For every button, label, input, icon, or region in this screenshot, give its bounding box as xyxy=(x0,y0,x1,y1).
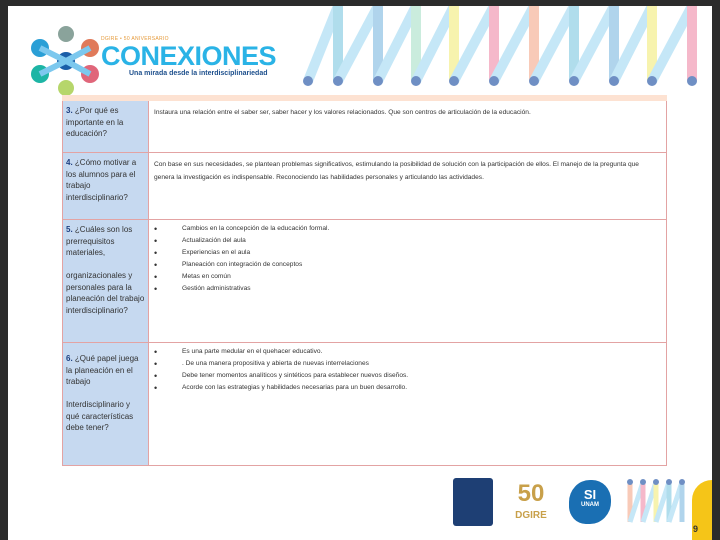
question-number: 6. xyxy=(66,354,73,363)
question-text: ¿Por qué es importante en la educación? xyxy=(66,106,124,138)
table-row xyxy=(62,343,667,466)
brand-title: CONEXIONES xyxy=(101,41,277,71)
answer-bullet: • Acorde con las estrategias y habilidades necesarias para un buen desarrollo. xyxy=(154,382,661,394)
answer-cell: Instaura una relación entre el saber ser, saber hacer y los valores relacionados. Que son centros de articulación de la educación. xyxy=(154,109,531,116)
answer-bullet: • Planeación con integración de conceptos xyxy=(154,259,661,271)
question-cell xyxy=(63,153,149,219)
question-text-continued: organizacionales y personales para la planeación del trabajo interdisciplinario? xyxy=(66,271,145,315)
dgire-logo xyxy=(507,478,555,526)
question-number: 3. xyxy=(66,106,73,115)
footer-logos xyxy=(453,474,695,529)
answer-bullet: • Actualización del aula xyxy=(154,235,661,247)
si-sub-label: UNAM xyxy=(581,501,599,508)
table-row xyxy=(62,153,667,220)
answer-bullet: • Debe tener momentos analíticos y sintéticos para establecer nuevos diseños. xyxy=(154,370,661,382)
answer-cell: Con base en sus necesidades, se plantean problemas significativos, estimulando la posibilidad de solución con la participación de ellos. El manejo de la pregunta que genera la investigación es indispensable. Reconociendo las habilidades personales y articulando las actividades. xyxy=(154,161,639,181)
answer-bullet: • Cambios en la concepción de la educación formal. xyxy=(154,223,661,235)
question-cell xyxy=(63,343,149,465)
table-row xyxy=(62,220,667,343)
unam-shield-icon xyxy=(453,478,493,526)
dgire-label: DGIRE xyxy=(515,509,547,521)
question-text-continued: Interdisciplinario y qué características debe tener? xyxy=(66,400,134,432)
brand xyxy=(101,36,276,77)
qa-table xyxy=(62,95,667,466)
answer-bullet: • Experiencias en el aula xyxy=(154,247,661,259)
dgire-number: 50 xyxy=(517,479,545,507)
question-number: 4. xyxy=(66,158,73,167)
question-text: ¿Qué papel juega la planeación en el trabajo xyxy=(66,354,139,386)
answer-bullet: • Gestión administrativas xyxy=(154,283,661,295)
question-cell xyxy=(63,220,149,342)
question-number: 5. xyxy=(66,225,73,234)
brand-kicker: DGIRE • 50 ANIVERSARIO xyxy=(101,36,169,42)
si-label: SI xyxy=(583,486,597,502)
si-unam-logo xyxy=(569,480,611,524)
question-text: ¿Cuáles son los prerrequisitos materiales, xyxy=(66,225,133,257)
brand-subtitle: Una mirada desde la interdisciplinariedad xyxy=(129,70,268,77)
answer-bullet: • Es una parte medular en el quehacer educativo. xyxy=(154,346,661,358)
answer-cell xyxy=(149,343,666,465)
mini-stripes-icon xyxy=(625,477,695,527)
slide xyxy=(8,6,712,540)
table-row xyxy=(62,101,667,153)
question-cell xyxy=(63,101,149,152)
question-text: ¿Cómo motivar a los alumnos para el trabajo interdisciplinario? xyxy=(66,158,137,202)
page-number: 9 xyxy=(692,524,698,534)
answer-bullet: • Metas en común xyxy=(154,271,661,283)
decorative-stripes-icon xyxy=(298,6,712,88)
answer-cell xyxy=(149,220,666,342)
answer-bullet: • . De una manera propositiva y abierta de nuevas interrelaciones xyxy=(154,358,661,370)
